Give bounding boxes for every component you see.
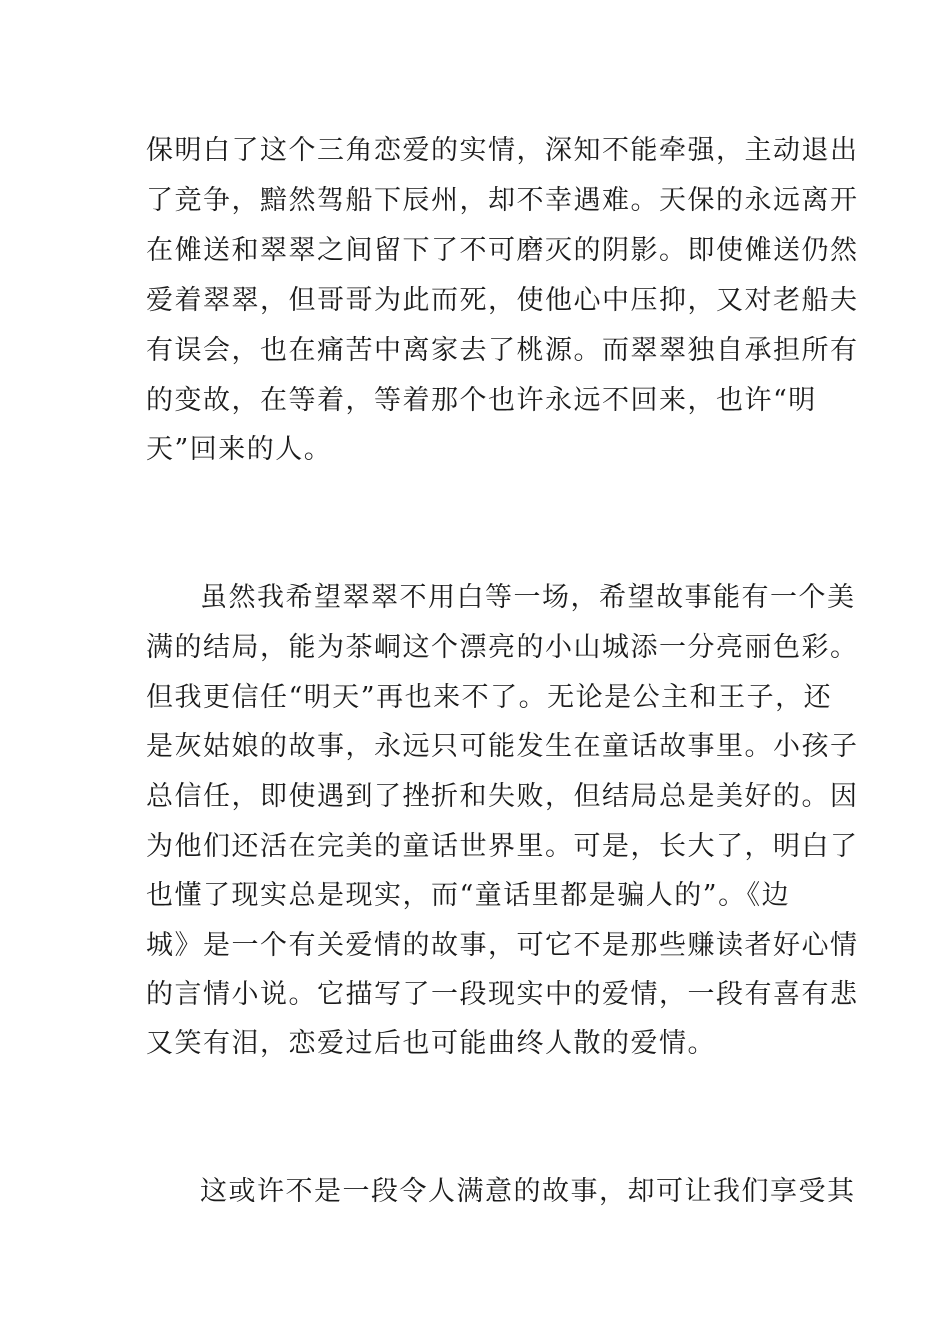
text-line: 保明白了这个三角恋爱的实情，深知不能牵强，主动退出 xyxy=(146,135,859,166)
text-line: 总信任，即使遇到了挫折和失败，但结局总是美好的。因 xyxy=(146,781,859,812)
text-line: 又笑有泪，恋爱过后也可能曲终人散的爱情。 xyxy=(146,1028,716,1059)
text-line: 爱着翠翠，但哥哥为此而死，使他心中压抑，又对老船夫 xyxy=(146,285,859,316)
text-line: 满的结局，能为茶峒这个漂亮的小山城添一分亮丽色彩。 xyxy=(146,632,859,663)
text-line: 也懂了现实总是现实，而“童话里都是骗人的”。《边 xyxy=(146,880,791,911)
text-line: 为他们还活在完美的童话世界里。可是，长大了，明白了 xyxy=(146,831,859,862)
text-line: 有误会，也在痛苦中离家去了桃源。而翠翠独自承担所有 xyxy=(146,335,859,366)
text-line: 但我更信任“明天”再也来不了。无论是公主和王子，还 xyxy=(146,682,833,713)
text-line: 的变故，在等着，等着那个也许永远不回来，也许“明 xyxy=(146,385,817,416)
text-line: 城》是一个有关爱情的故事，可它不是那些赚读者好心情 xyxy=(146,930,859,961)
text-line: 了竞争，黯然驾船下辰州，却不幸遇难。天保的永远离开 xyxy=(146,185,859,216)
text-line: 在傩送和翠翠之间留下了不可磨灭的阴影。即使傩送仍然 xyxy=(146,235,859,266)
text-line: 虽然我希望翠翠不用白等一场，希望故事能有一个美 xyxy=(200,582,856,613)
text-line: 天”回来的人。 xyxy=(146,434,333,465)
text-line: 这或许不是一段令人满意的故事，却可让我们享受其 xyxy=(200,1176,856,1207)
text-line: 的言情小说。它描写了一段现实中的爱情，一段有喜有悲 xyxy=(146,979,859,1010)
text-line: 是灰姑娘的故事，永远只可能发生在童话故事里。小孩子 xyxy=(146,731,859,762)
